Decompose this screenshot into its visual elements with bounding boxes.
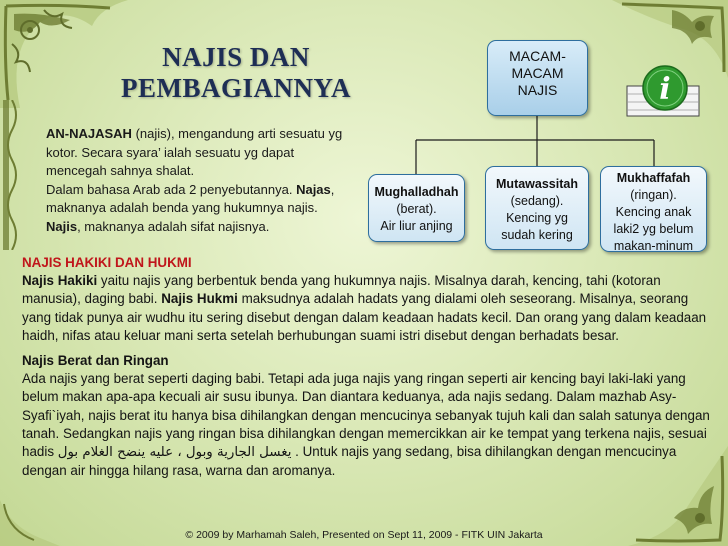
body-text <box>22 254 712 480</box>
term-najis-hakiki: Najis Hakiki <box>22 273 98 289</box>
node-line: (ringan). <box>630 188 677 202</box>
term-najis-hukmi: Najis Hukmi <box>161 291 238 307</box>
title-line-1: NAJIS DAN <box>162 42 310 72</box>
intro-text-1: (najis), mengandung arti sesuatu yg kotor. Secara syara’ ialah sesuatu yg dapat mencegah sahnya shalat. <box>46 126 343 179</box>
info-icon <box>625 60 703 120</box>
node-title: Mutawassitah <box>496 177 578 191</box>
arabic-hadith: يغسل الجارية وبول ، عليه ينضح الغلام بول <box>57 445 292 461</box>
node-line: laki2 yg belum <box>613 222 694 236</box>
section-heading-berat-ringan: Najis Berat dan Ringan <box>22 353 169 369</box>
node-title: Mukhaffafah <box>616 171 691 185</box>
node-line: Kencing yg <box>506 211 568 225</box>
section2-text-1: Ada najis yang berat seperti daging babi. Tetapi ada juga najis yang ringan seperti air kencing bayi laki-laki yang belum makan apa-apa kecuali air susu ibunya. Dan diantara keduanya, ada najis sedang. Dalam mazhab Asy-Syafi`iyah, najis berat itu hanya bisa dihilangkan dengan mencucinya sebanyak tujuh kali dan salah satunya dengan tanah. Sedangkan najis yang ringan bisa dihilangkan dengan memercikkan air ke tempat yang terkena najis, sesuai hadis <box>22 371 710 460</box>
footer-credit: © 2009 by Marhamah Saleh, Presented on Sept 11, 2009 - FITK UIN Jakarta <box>185 529 543 541</box>
node-line: makan-minum <box>613 239 694 253</box>
title-line-2: PEMBAGIANNYA <box>120 73 351 103</box>
root-line-1: MACAM- <box>509 48 566 64</box>
section2-text-2: . Untuk najis yang sedang, bisa dihilangkan dengan mencucinya dengan air hingga hilang rasa, warna dan aromanya. <box>22 444 677 479</box>
section-heading-hakiki-hukmi: NAJIS HAKIKI DAN HUKMI <box>22 255 192 270</box>
paragraph-gap <box>22 345 712 352</box>
intro-text-4: , maknanya adalah sifat najisnya. <box>77 218 270 234</box>
section1-text-2: maksudnya adalah hadats yang dialami oleh seseorang. Misalnya, seorang yang tidak punya air wudhu itu sering disebut dengan dalam keadaan hadats kecil. Dan orang yang dalam keadaan haidh, nifas atau keluar mani serta setelah berhubungan suami istri disebut dengan berhadats besar. <box>22 291 707 343</box>
root-line-3: NAJIS <box>517 82 558 98</box>
node-line: Kencing anak <box>615 205 692 219</box>
section1-text-1: yaitu najis yang berbentuk benda yang hukumnya najis. Misalnya darah, kencing, tahi (kotoran manusia), daging babi. <box>22 273 661 307</box>
info-glyph: i <box>659 72 671 107</box>
diagram-node-mukhaffafah <box>600 166 707 252</box>
intro-text-2: Dalam bahasa Arab ada 2 penyebutannya. <box>46 181 297 197</box>
node-line: Air liur anjing <box>380 219 453 233</box>
diagram-root-node <box>487 40 588 116</box>
section2-paragraph <box>22 370 712 480</box>
intro-term-najas: Najas <box>296 181 331 197</box>
root-line-2: MACAM <box>511 65 564 81</box>
diagram-node-mutawassitah <box>485 166 589 250</box>
section1-paragraph <box>22 272 712 345</box>
node-line: sudah kering <box>501 228 573 242</box>
intro-text-3: , maknanya adalah benda yang hukumnya najis. <box>46 181 335 216</box>
node-line: (berat). <box>396 202 437 216</box>
intro-term: AN-NAJASAH <box>46 126 132 141</box>
node-title: Mughalladhah <box>374 185 459 199</box>
intro-term-najis: Najis <box>46 218 78 234</box>
diagram-node-mughalladhah <box>368 174 465 242</box>
node-line: (sedang). <box>510 194 564 208</box>
